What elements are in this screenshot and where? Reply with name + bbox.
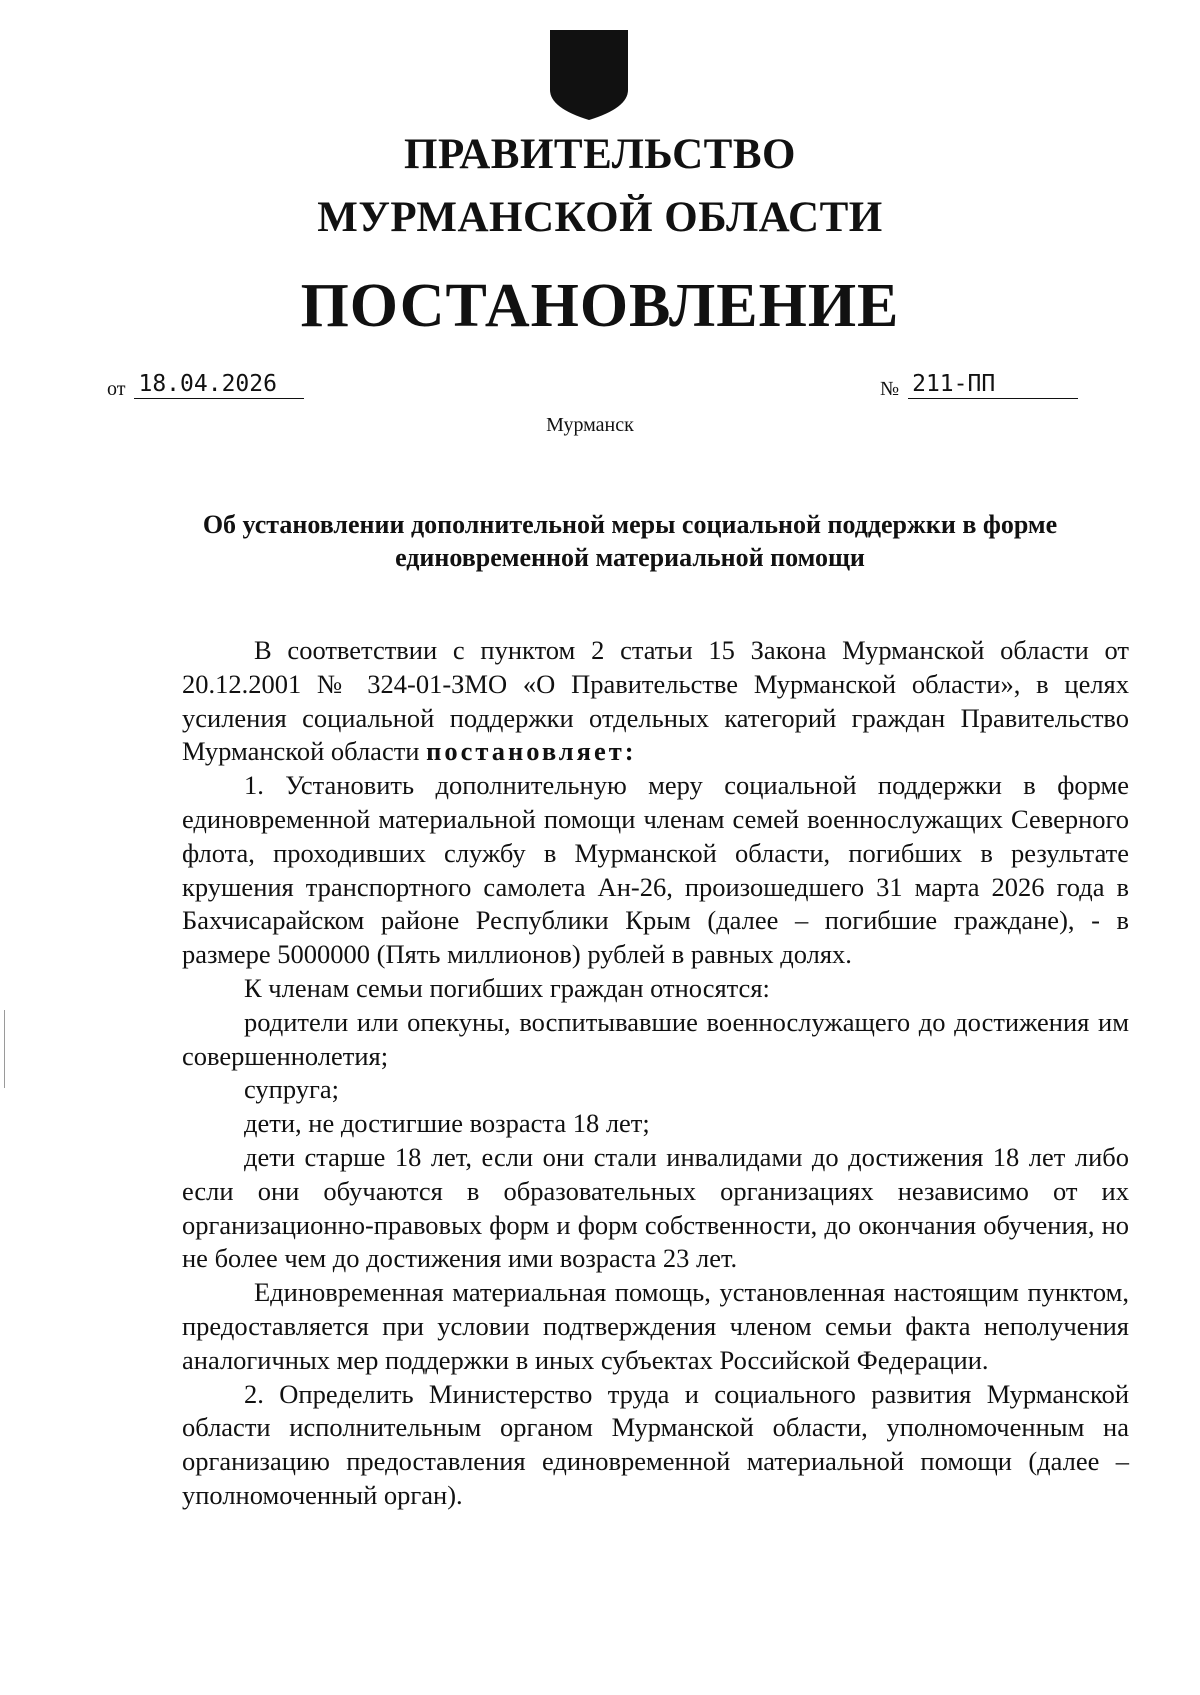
number-prefix: № xyxy=(880,378,900,400)
body-paragraph-parents: родители или опекуны, воспитывавшие военнослужащего до достижения им совершеннолетия; xyxy=(182,1006,1129,1071)
document-date: 18.04.2026 xyxy=(134,373,304,399)
body-paragraph-adult-children: дети старше 18 лет, если они стали инвалидами до достижения 18 лет либо если они обучаются в образовательных организациях независимо от их организационно-правовых форм и форм собственности, до окончания обучения, но не более чем до достижения ими возраста 23 лет. xyxy=(182,1141,1129,1274)
body-paragraph-preamble xyxy=(182,634,1129,769)
body-paragraph-children: дети, не достигшие возраста 18 лет; xyxy=(244,1108,650,1139)
document-number: 211-ПП xyxy=(908,373,1078,399)
document-subject: Об установлении дополнительной меры социальной поддержки в форме единовременной материальной помощи xyxy=(202,510,1058,572)
coat-of-arms-icon xyxy=(548,28,630,122)
date-prefix: от xyxy=(107,378,126,400)
document-number-field xyxy=(880,373,1078,399)
body-paragraph-condition: Единовременная материальная помощь, установленная настоящим пунктом, предоставляется при условии подтверждения членом семьи факта неполучения аналогичных мер поддержки в иных субъектах Российской Федерации. xyxy=(182,1277,1129,1375)
body-paragraph-spouse: супруга; xyxy=(244,1074,339,1105)
document-body xyxy=(182,634,1129,1513)
document-city: Мурманск xyxy=(546,414,634,436)
document-type-title: ПОСТАНОВЛЕНИЕ xyxy=(300,272,900,340)
government-title-line1: ПРАВИТЕЛЬСТВО xyxy=(404,131,796,178)
body-paragraph-item1: 1. Установить дополнительную меру социальной поддержки в форме единовременной материальной помощи членам семей военнослужащих Северного флота, проходивших службу в Мурманской области, погибших в результате крушения транспортного самолета Ан-26, произошедшего 31 марта 2026 года в Бахчисарайском районе Республики Крым (далее – погибшие граждане), - в размере 5000000 (Пять миллионов) рублей в равных долях. xyxy=(182,770,1129,970)
preamble-emphasis: постановляет: xyxy=(426,736,637,767)
government-title-line2: МУРМАНСКОЙ ОБЛАСТИ xyxy=(317,194,883,241)
preamble-text: В соответствии с пунктом 2 статьи 15 Закона Мурманской области от 20.12.2001 № 324-01-ЗМО «О Правительстве Мурманской области», в целях усиления социальной поддержки отдельных категорий граждан Правительство Мурманской области xyxy=(182,635,1129,767)
document-date-field xyxy=(107,373,304,399)
scan-margin-mark xyxy=(4,1010,5,1088)
body-paragraph-family-intro: К членам семьи погибших граждан относятся: xyxy=(244,972,770,1003)
body-paragraph-item2: 2. Определить Министерство труда и социального развития Мурманской области исполнительным органом Мурманской области, уполномоченным на организацию предоставления единовременной материальной помощи (далее – уполномоченный орган). xyxy=(182,1378,1129,1510)
